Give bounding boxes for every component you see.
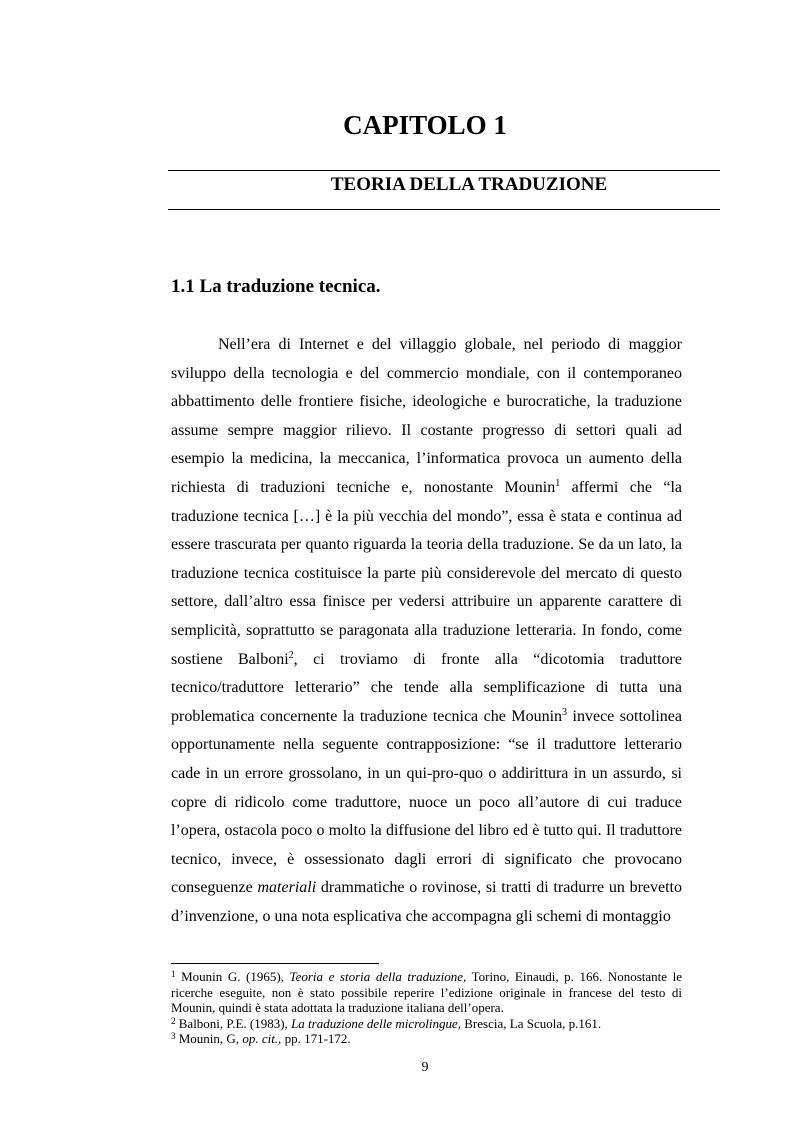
footnote-title: La traduzione delle microlingue, — [291, 1015, 462, 1031]
footnote-text: pp. 171-172. — [281, 1031, 351, 1046]
footnote-title: Teoria e storia della traduzione, — [289, 969, 467, 984]
footnote-ref-3: 3 — [562, 706, 568, 718]
footnote-separator — [171, 963, 379, 964]
chapter-title: CAPITOLO 1 — [343, 110, 507, 140]
footnotes — [171, 969, 682, 1047]
body-text-emphasis: materiali — [257, 879, 317, 897]
footnote-ref-1: 1 — [555, 477, 561, 489]
footnote-title: op. cit., — [242, 1031, 282, 1046]
body-text-part-5: drammatiche o rovinose, si tratti di tradurre un brevetto d’invenzione, o una nota esplicativa che accompagna gli schemi di montaggio — [171, 879, 683, 925]
body-text-part-3: , ci troviamo di fronte alla “dicotomia traduttore tecnico/traduttore letterario” che tende alla semplificazione di tutta una problematica concernente la traduzione tecnica che Mounin — [171, 650, 682, 725]
chapter-subtitle: TEORIA DELLA TRADUZIONE — [330, 174, 608, 195]
footnote-text: Mounin, G, — [175, 1031, 243, 1046]
footnote-number: 3 — [171, 1031, 176, 1041]
footnote-number: 1 — [171, 969, 176, 979]
footnote-text: Balboni, P.E. (1983), — [175, 1015, 292, 1031]
section-heading: 1.1 La traduzione tecnica. — [171, 276, 381, 297]
footnote-text: Mounin G. (1965), — [175, 969, 290, 984]
footnote-2 — [171, 1016, 682, 1032]
footnote-text: Torino, Einaudi, p. 166. Nonostante le ricerche eseguite, non è stato possibile reperire l’edizione originale in francese del testo di Mounin, quindi è stata adottata la traduzione italiana dell’opera. — [171, 969, 682, 1015]
page-number: 9 — [421, 1060, 429, 1075]
subtitle-bottom-rule — [168, 209, 720, 210]
footnote-1 — [171, 969, 682, 1016]
body-text-part-1: Nell’era di Internet e del villaggio globale, nel periodo di maggior sviluppo della tecnologia e del commercio mondiale, con il contemporaneo abbattimento delle frontiere fisiche, ideologiche e burocratiche, la traduzione assume sempre maggior rilievo. Il costante progresso di settori quali ad esempio la medicina, la meccanica, l’informatica provoca un aumento della richiesta di traduzioni tecniche e, nonostante Mounin — [171, 336, 682, 496]
footnote-3 — [171, 1031, 682, 1047]
footnote-number: 2 — [171, 1015, 176, 1026]
body-paragraph — [171, 331, 682, 931]
body-text-part-4: invece sottolinea opportunamente nella seguente contrapposizione: “se il traduttore letterario cade in un errore grossolano, in un qui-pro-quo o addirittura in un assurdo, si copre di ridicolo come traduttore, nuoce un poco all’autore di cui traduce l’opera, ostacola poco o molto la diffusione del libro ed è tutto qui. Il traduttore tecnico, invece, è ossessionato dagli errori di significato che provocano conseguenze — [171, 707, 682, 897]
subtitle-top-rule — [168, 170, 720, 171]
footnote-ref-2: 2 — [288, 649, 294, 661]
footnote-text: Brescia, La Scuola, p.161. — [461, 1015, 602, 1031]
body-text-part-2: affermi che “la traduzione tecnica […] è la più vecchia del mondo”, essa è stata e continua ad essere trascurata per quanto riguarda la teoria della traduzione. Se da un lato, la traduzione tecnica costituisce la parte più considerevole del mercato di questo settore, dall’altro essa finisce per vedersi attribuire un apparente carattere di semplicità, soprattutto se paragonata alla traduzione letteraria. In fondo, come sostiene Balboni — [171, 478, 682, 668]
